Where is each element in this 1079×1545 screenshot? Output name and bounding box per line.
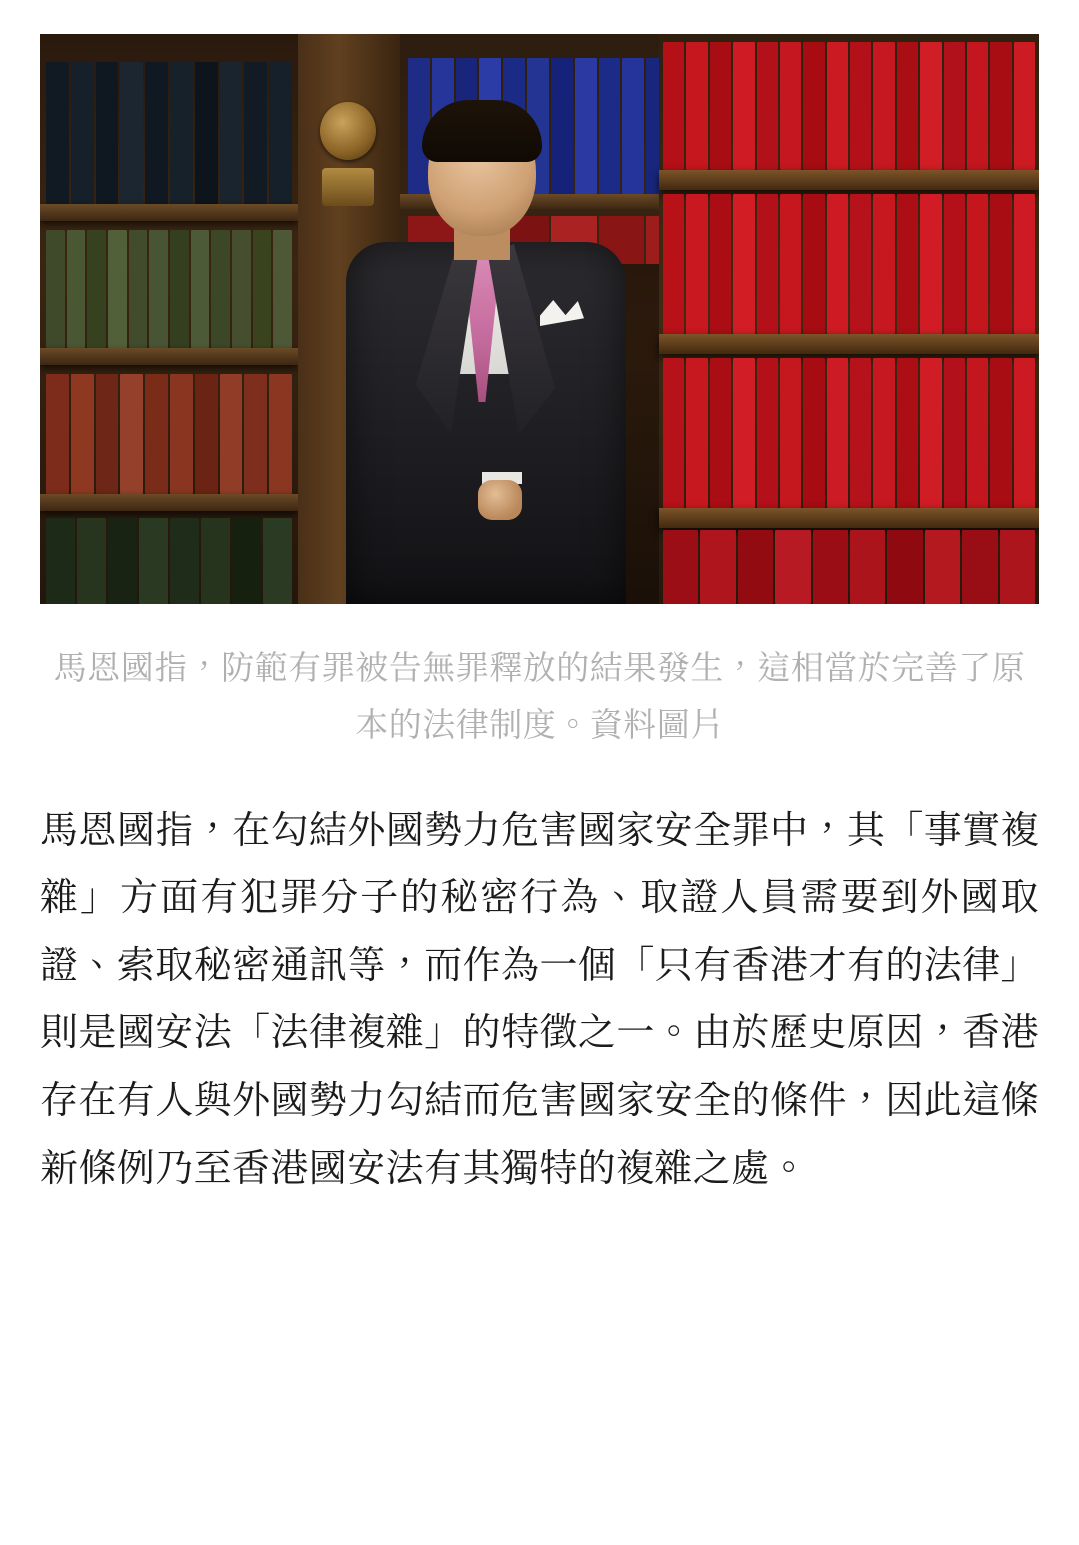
book-row xyxy=(663,530,1035,604)
shelf-board xyxy=(659,508,1039,528)
book-row xyxy=(663,194,1035,334)
right-bookshelf xyxy=(659,34,1039,604)
shelf-board xyxy=(40,204,298,221)
book-row xyxy=(46,62,292,204)
book-row xyxy=(46,230,292,348)
article-body-paragraph: 馬恩國指，在勾結外國勢力危害國家安全罪中，其「事實複雜」方面有犯罪分子的秘密行為、取證人員需要到外國取證、索取秘密通訊等，而作為一個「只有香港才有的法律」則是國安法「法律複雜」的特徵之一。由於歷史原因，香港存在有人與外國勢力勾結而危害國家安全的條件，因此這條新條例乃至香港國安法有其獨特的複雜之處。 xyxy=(40,809,1039,1190)
figure-caption: 馬恩國指，防範有罪被告無罪釋放的結果發生，這相當於完善了原本的法律制度。資料圖片 xyxy=(53,649,1026,743)
shelf-board xyxy=(40,494,298,511)
shelf-board xyxy=(40,348,298,365)
article-photo xyxy=(40,34,1039,604)
photo-subject xyxy=(302,94,662,604)
subject-hair xyxy=(422,100,542,162)
book-row xyxy=(46,518,292,604)
subject-hand xyxy=(478,480,522,520)
book-row xyxy=(663,42,1035,170)
left-bookshelf xyxy=(40,34,298,604)
article-figure xyxy=(40,34,1039,754)
shelf-board xyxy=(659,170,1039,190)
shelf-board xyxy=(659,334,1039,354)
book-row xyxy=(663,358,1035,508)
book-row xyxy=(46,374,292,494)
